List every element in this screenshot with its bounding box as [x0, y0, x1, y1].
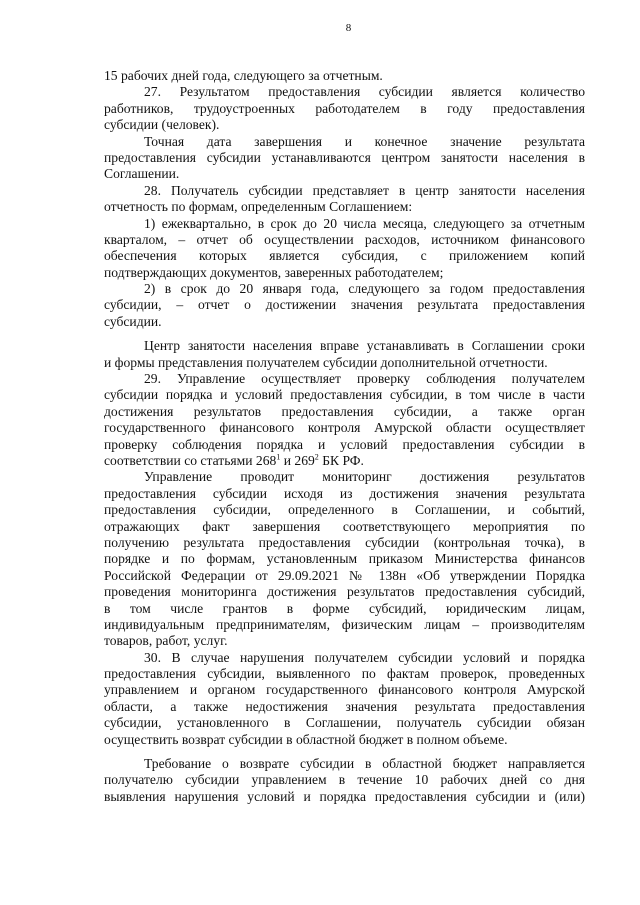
text-run: отражающих факт завершения соответствующего мероприятия по [104, 518, 585, 534]
text-run: осуществить возврат субсидии в областной бюджет в полном объеме. [104, 731, 508, 747]
text-line [104, 789, 585, 805]
superscript: 2 [314, 452, 319, 462]
text-run: в том числе грантов в форме субсидий, юридическим лицам, [104, 600, 585, 616]
text-run: 2) в срок до 20 января года, следующего за годом предоставления [144, 281, 585, 297]
text-run: Соглашении. [104, 166, 180, 182]
text-run: Центр занятости населения вправе устанавливать в Соглашении сроки [144, 338, 585, 354]
text-run: 30. В случае нарушения получателем субсидии условий и порядка [144, 649, 585, 665]
text-run: 1) ежеквартально, в срок до 20 числа месяца, следующего за отчетным [144, 215, 585, 231]
text-line [104, 568, 585, 584]
text-line [104, 265, 585, 281]
text-line [104, 502, 585, 518]
paragraph [104, 371, 585, 469]
page-number: 8 [345, 22, 352, 34]
text-line [104, 404, 585, 420]
text-line [104, 682, 585, 698]
text-run: субсидии (человек). [104, 117, 220, 133]
text-line [104, 666, 585, 682]
text-run: предоставления субсидии устанавливаются центром занятости населения в [104, 149, 585, 165]
text-run: управлением и органом государственного финансового контроля Амурской [104, 682, 585, 698]
text-line [104, 338, 585, 354]
paragraph [104, 469, 585, 649]
paragraph [104, 68, 585, 84]
text-line [104, 715, 585, 731]
text-run: субсидии, – отчет о достижении значения результата предоставления [104, 297, 585, 313]
text-run: Требование о возврате субсидии в областной бюджет направляется [144, 756, 585, 772]
paragraph-gap [104, 330, 585, 338]
paragraph [104, 281, 585, 330]
text-line [104, 101, 585, 117]
text-line [104, 232, 585, 248]
text-run: и формы представления получателем субсидии дополнительной отчетности. [104, 354, 548, 370]
text-line [104, 486, 585, 502]
document-page [104, 22, 585, 805]
text-run: Точная дата завершения и конечное значение результата [144, 133, 585, 149]
paragraph [104, 216, 585, 282]
text-run: 15 рабочих дней года, следующего за отчетным. [104, 68, 383, 83]
text-run: порядке и по формам, установленным приказом Министерства финансов [104, 551, 585, 567]
text-line [104, 68, 585, 84]
text-run: Российской Федерации от 29.09.2021 № 138н «Об утверждении Порядка [104, 567, 585, 583]
text-line [104, 732, 585, 748]
text-run: предоставления субсидии, определенного в Соглашении, и событий, [104, 502, 585, 518]
text-line [104, 84, 585, 100]
text-run: индивидуальным предпринимателям, физическим лицам – производителям [104, 616, 585, 632]
text-line [104, 371, 585, 387]
text-line [104, 420, 585, 436]
text-run: подтверждающих документов, заверенных работодателем; [104, 264, 444, 280]
text-line [104, 756, 585, 772]
text-run: проверку соблюдения порядка и условий предоставления субсидии в [104, 436, 585, 452]
text-run: 27. Результатом предоставления субсидии является количество [144, 84, 585, 100]
text-line [104, 117, 585, 133]
text-line [104, 519, 585, 535]
paragraph [104, 134, 585, 183]
text-line [104, 650, 585, 666]
text-run: БК РФ. [318, 452, 364, 468]
text-line [104, 699, 585, 715]
text-line [104, 453, 585, 469]
text-run: кварталом, – отчет об осуществлении расходов, источником финансового [104, 231, 585, 247]
text-line [104, 355, 585, 371]
text-line [104, 772, 585, 788]
paragraph [104, 183, 585, 216]
text-run: достижения результатов предоставления субсидии, а также орган [104, 403, 585, 419]
text-line [104, 601, 585, 617]
text-line [104, 199, 585, 215]
text-run: 29. Управление осуществляет проверку соблюдения получателем [144, 371, 585, 387]
text-line [104, 150, 585, 166]
paragraph [104, 650, 585, 748]
text-run: получателю субсидии управлением в течение 10 рабочих дней со дня [104, 772, 585, 788]
text-line [104, 183, 585, 199]
text-run: проведения мониторинга достижения результатов предоставления субсидий, [104, 584, 585, 600]
text-run: субсидии порядка и условий предоставления субсидии, в том числе в части [104, 387, 585, 403]
text-line [104, 166, 585, 182]
text-line [104, 617, 585, 633]
text-run: Управление проводит мониторинг достижения результатов [144, 469, 585, 485]
text-line [104, 535, 585, 551]
text-run: работников, трудоустроенных работодателем в году предоставления [104, 100, 585, 116]
text-line [104, 551, 585, 567]
text-line [104, 297, 585, 313]
text-line [104, 281, 585, 297]
paragraph [104, 756, 585, 805]
text-run: товаров, работ, услуг. [104, 633, 228, 649]
paragraph [104, 84, 585, 133]
text-run: области, а также недостижения значения результата предоставления [104, 698, 585, 714]
text-line [104, 387, 585, 403]
paragraph [104, 338, 585, 371]
text-run: обеспечения которых является субсидия, с приложением копий [104, 248, 585, 264]
text-line [104, 633, 585, 649]
text-run: выявления нарушения условий и порядка предоставления субсидии и (или) [104, 788, 585, 804]
text-run: 28. Получатель субсидии представляет в центр занятости населения [144, 182, 585, 198]
text-run: и 269 [280, 452, 315, 468]
text-run: субсидии, установленного в Соглашении, получатель субсидии обязан [104, 715, 585, 731]
text-line [104, 314, 585, 330]
text-run: предоставления субсидии исходя из достижения значения результата [104, 485, 585, 501]
text-line [104, 248, 585, 264]
paragraph-gap [104, 748, 585, 756]
superscript: 1 [276, 452, 281, 462]
text-line [104, 216, 585, 232]
document-body [104, 68, 585, 805]
text-run: государственного финансового контроля Амурской области осуществляет [104, 420, 585, 436]
text-run: отчетность по формам, определенным Соглашением: [104, 199, 413, 215]
text-line [104, 437, 585, 453]
text-run: субсидии. [104, 313, 162, 329]
text-run: соответствии со статьями 268 [104, 452, 277, 468]
text-line [104, 584, 585, 600]
text-line [104, 469, 585, 485]
text-line [104, 134, 585, 150]
text-run: получению результата предоставления субсидии (контрольная точка), в [104, 534, 585, 550]
text-run: предоставления субсидии, выявленного по фактам проверок, проведенных [104, 666, 585, 682]
